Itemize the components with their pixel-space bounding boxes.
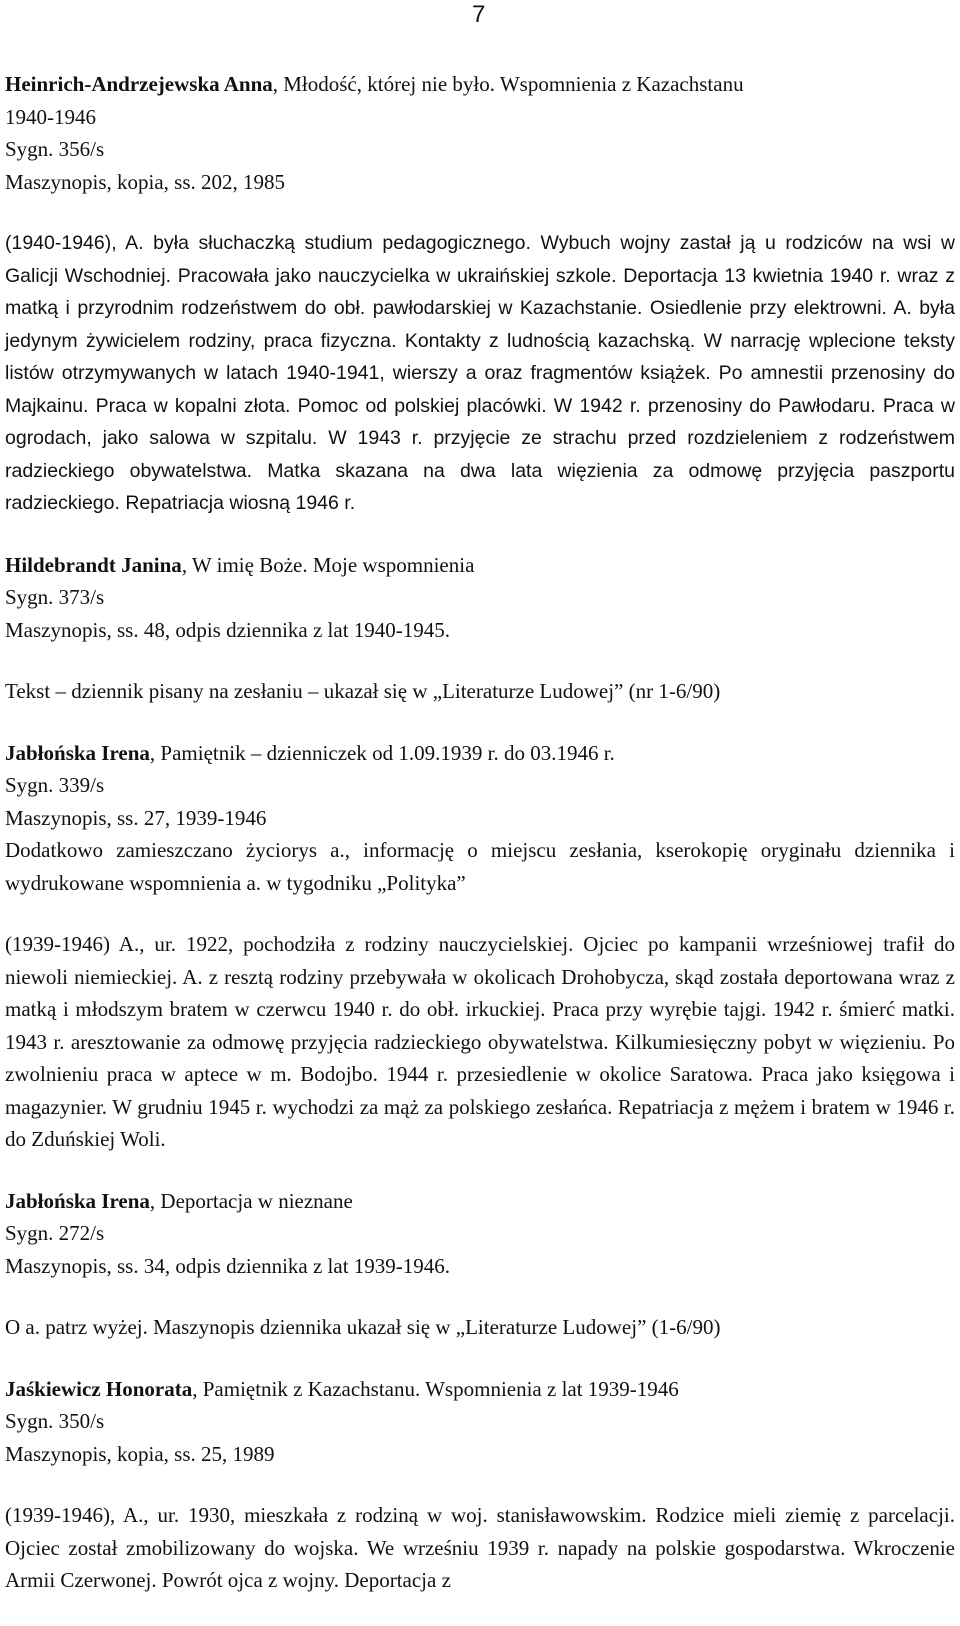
work-title: , W imię Boże. Moje wspomnienia <box>181 552 475 577</box>
catalog-entry <box>5 1373 955 1597</box>
page-number: 7 <box>472 1 486 28</box>
catalog-entry <box>5 549 955 708</box>
author-name: Heinrich-Andrzejewska Anna <box>5 72 273 96</box>
physical-description: Maszynopis, kopia, ss. 25, 1989 <box>5 1441 275 1466</box>
supplementary-note: Dodatkowo zamieszczano życiorys a., informację o miejscu zesłania, kserokopię oryginału dziennika i wydrukowane wspomnienia a. w tygodniku „Polityka” <box>5 838 955 895</box>
entry-description: O a. patrz wyżej. Maszynopis dziennika ukazał się w „Literaturze Ludowej” (1-6/90) <box>5 1315 721 1339</box>
catalog-entry <box>5 737 955 1156</box>
signature: Sygn. 350/s <box>5 1409 105 1433</box>
entry-heading <box>5 68 955 101</box>
entry-heading <box>5 737 955 770</box>
physical-description: Maszynopis, ss. 48, odpis dziennika z lat 1940-1945. <box>5 617 451 642</box>
author-name: Jabłońska Irena <box>5 1188 150 1213</box>
author-name: Hildebrandt Janina <box>5 552 182 577</box>
catalog-entry <box>5 68 955 520</box>
physical-description: Maszynopis, ss. 34, odpis dziennika z lat 1939-1946. <box>5 1253 451 1278</box>
entry-description: (1939-1946) A., ur. 1922, pochodziła z rodziny nauczycielskiej. Ojciec po kampanii wrześniowej trafił do niewoli niemieckiej. A. z resztą rodziny przebywała w okolicach Drohobycza, skąd została deportowana wraz z matką i młodszym bratem w czerwcu 1940 r. do obł. irkuckiej. Praca przy wyrębie tajgi. 1942 r. śmierć matki. 1943 r. aresztowanie za odmowę przyjęcia radzieckiego obywatelstwa. Kilkumiesięczny pobyt w więzieniu. Po zwolnieniu praca w aptece w m. Bodojbo. 1944 r. przesiedlenie w okolice Saratowa. Praca jako księgowa i magazynier. W grudniu 1945 r. wychodzi za mąż za polskiego zesłańca. Repatriacja z mężem i bratem w 1946 r. do Zduńskiej Woli. <box>5 932 955 1151</box>
entry-description: (1940-1946), A. była słuchaczką studium pedagogicznego. Wybuch wojny zastał ją u rodziców na wsi w Galicji Wschodniej. Pracowała jako nauczycielka w ukraińskiej szkole. Deportacja 13 kwietnia 1940 r. wraz z matką i przyrodnim rodzeństwem do obł. pawłodarskiej w Kazachstanie. Osiedlenie przy elektrowni. A. była jedynym żywicielem rodziny, praca fizyczna. Kontakty z ludnością kazachską. W narrację wplecione teksty listów otrzymywanych w latach 1940-1941, wierszy a oraz fragmentów książek. Po amnestii przenosiny do Majkainu. Praca w kopalni złota. Pomoc od polskiej placówki. W 1942 r. przenosiny do Pawłodaru. Praca w ogrodach, jako salowa w szpitalu. W 1943 r. przyjęcie ze strachu przed rozdzieleniem z rodzeństwem radzieckiego obywatelstwa. Matka skazana na dwa lata więzienia za odmowę przyjęcia paszportu radzieckiego. Repatriacja wiosną 1946 r. <box>5 232 955 514</box>
physical-description: Maszynopis, ss. 27, 1939-1946 <box>5 805 267 830</box>
author-name: Jabłońska Irena <box>5 740 150 765</box>
entry-description: (1939-1946), A., ur. 1930, mieszkała z rodziną w woj. stanisławowskim. Rodzice mieli ziemię z parcelacji. Ojciec został zmobilizowany do wojska. We wrześniu 1939 r. napady na polskie gospodarstwa. Wkroczenie Armii Czerwonej. Powrót ojca z wojny. Deportacja z <box>5 1503 955 1592</box>
catalog-entries <box>5 68 955 1626</box>
entry-heading <box>5 1185 955 1218</box>
entry-heading <box>5 549 955 582</box>
signature: Sygn. 356/s <box>5 137 105 161</box>
entry-description: Tekst – dziennik pisany na zesłaniu – ukazał się w „Literaturze Ludowej” (nr 1-6/90) <box>5 679 721 703</box>
work-title: , Młodość, której nie było. Wspomnienia z Kazachstanu <box>272 72 744 96</box>
catalog-entry <box>5 1185 955 1344</box>
physical-description: Maszynopis, kopia, ss. 202, 1985 <box>5 169 285 194</box>
work-title: , Pamiętnik z Kazachstanu. Wspomnienia z lat 1939-1946 <box>192 1376 679 1401</box>
signature: Sygn. 339/s <box>5 773 105 797</box>
work-title: , Pamiętnik – dzienniczek od 1.09.1939 r. do 03.1946 r. <box>149 740 615 765</box>
signature: Sygn. 272/s <box>5 1221 105 1245</box>
work-title: , Deportacja w nieznane <box>149 1188 353 1213</box>
entry-heading <box>5 1373 955 1406</box>
signature: Sygn. 373/s <box>5 585 105 609</box>
work-title-continued: 1940-1946 <box>5 104 96 129</box>
author-name: Jaśkiewicz Honorata <box>5 1376 193 1401</box>
